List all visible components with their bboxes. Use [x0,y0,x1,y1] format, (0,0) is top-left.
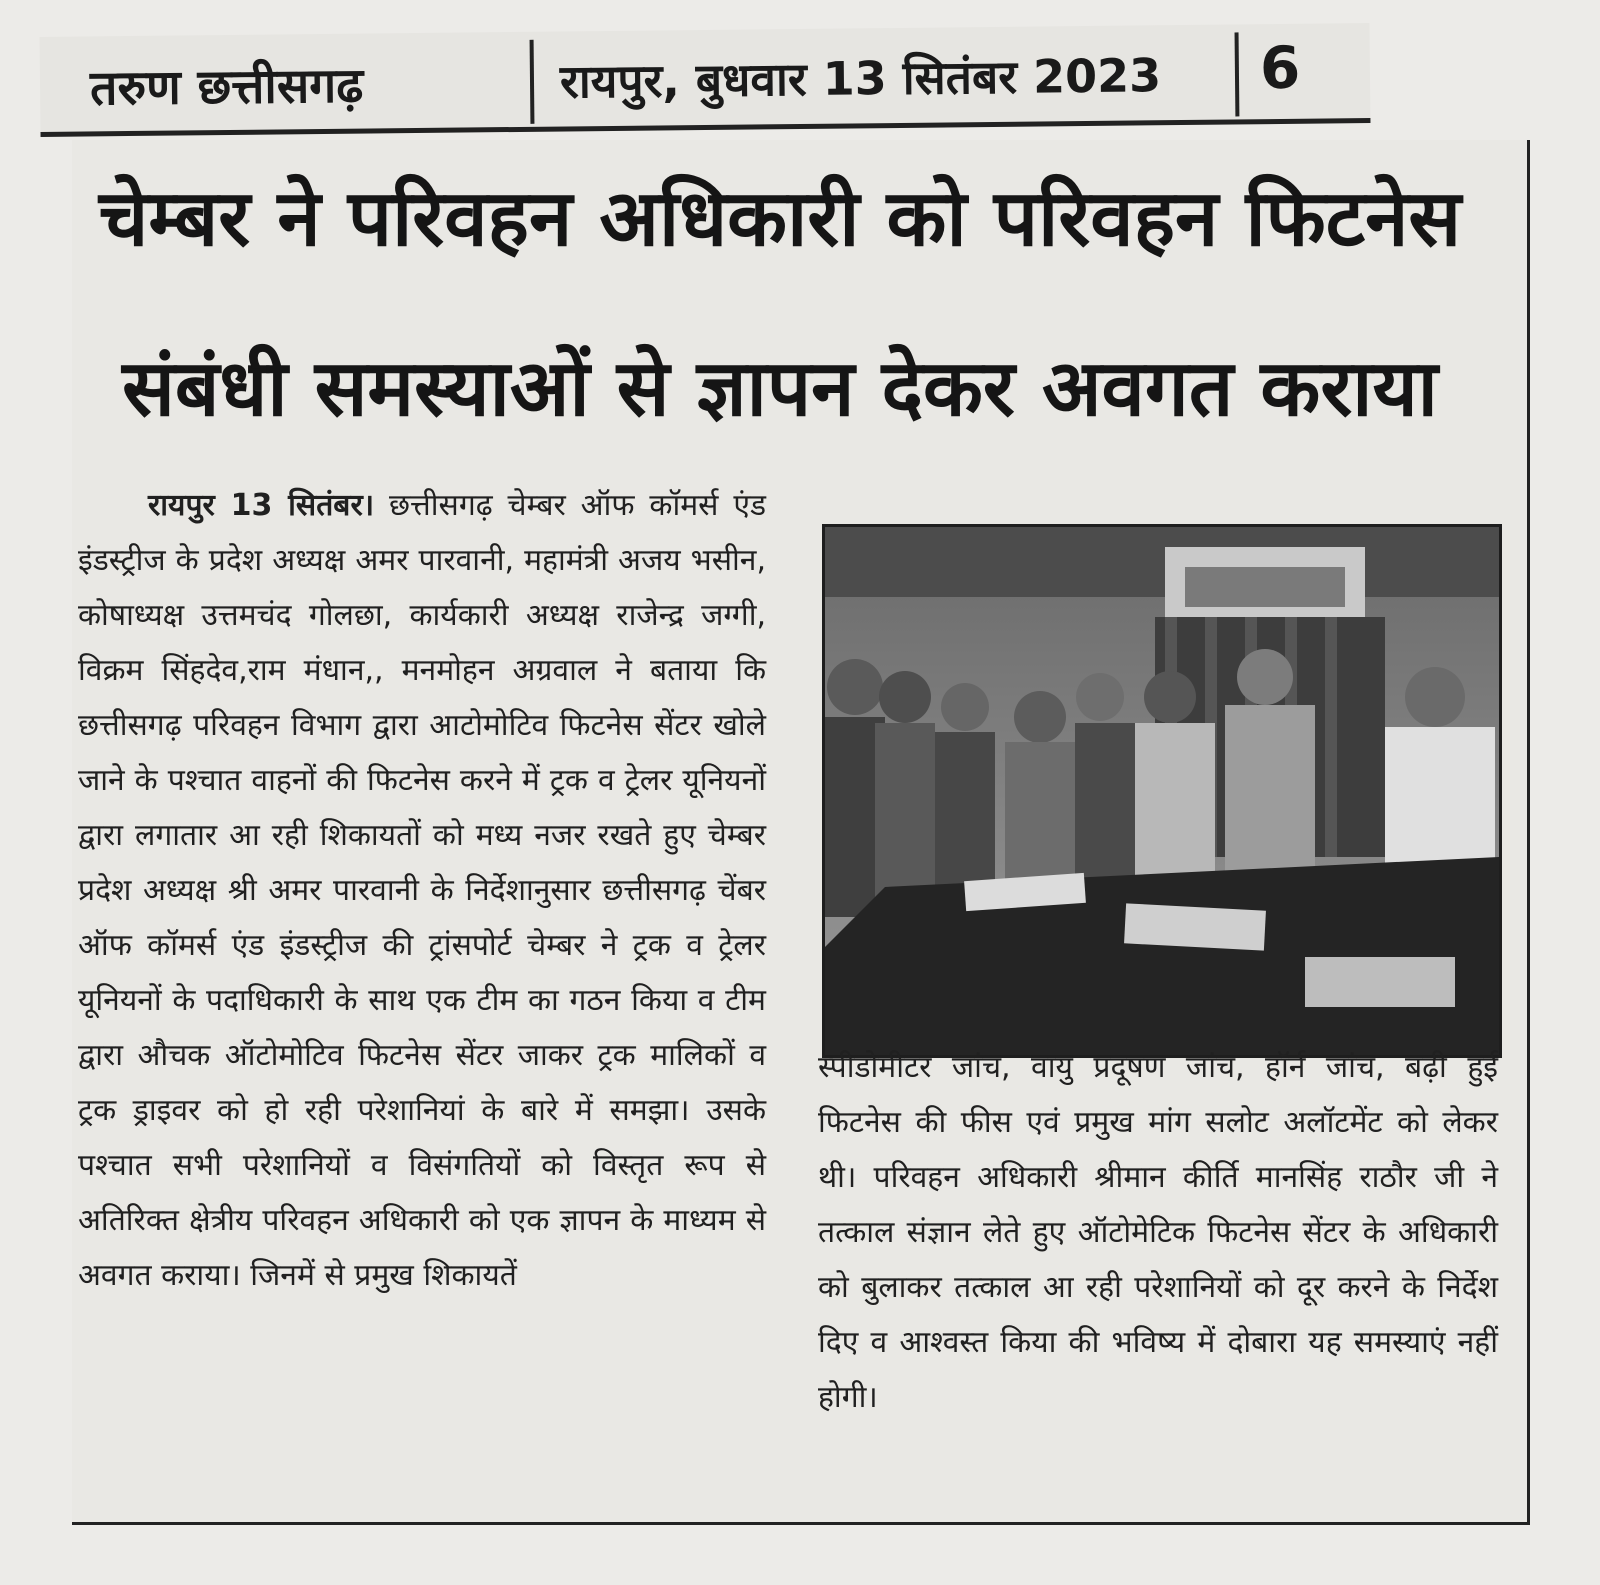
article-column-right: स्पीडोमीटर जांच, वायु प्रदूषण जांच, हॉर्न जांच, बढ़ी हुई फिटनेस की फीस एवं प्रमुख मांग सलोट अलॉटमेंट को लेकर थी। परिवहन अधिकारी श्रीमान कीर्ति मानसिंह राठौर जी ने तत्काल संज्ञान लेते हुए ऑटोमेटिक फिटनेस सेंटर के अधिकारी को बुलाकर तत्काल आ रही परेशानियों को दूर करने के निर्देश दिए व आश्वस्त किया की भविष्य में दोबारा यह समस्याएं नहीं होगी। [818,1050,1498,1415]
masthead-divider [1235,32,1240,116]
news-photo [822,524,1502,1058]
newspaper-name: तरुण छत्तीसगढ़ [89,57,364,117]
group-photo-icon [825,527,1499,1055]
masthead-dateline: रायपुर, बुधवार 13 सितंबर 2023 [559,48,1162,109]
article-dateline: रायपुर 13 सितंबर। [148,488,375,523]
article-column-left [78,478,766,1303]
masthead-divider [530,40,535,124]
headline-line-2: संबंधी समस्याओं से ज्ञापन देकर अवगत कराया [122,344,1438,434]
masthead [40,23,1371,137]
headline-line-1: चेम्बर ने परिवहन अधिकारी को परिवहन फिटनेस [98,174,1462,264]
article-body-left: छत्तीसगढ़ चेम्बर ऑफ कॉमर्स एंड इंडस्ट्रीज के प्रदेश अध्यक्ष अमर पारवानी, महामंत्री अजय भसीन, कोषाध्यक्ष उत्तमचंद गोलछा, कार्यकारी अध्यक्ष राजेन्द्र जग्गी, विक्रम सिंहदेव,राम मंधान,, मनमोहन अग्रवाल ने बताया कि छत्तीसगढ़ परिवहन विभाग द्वारा आटोमोटिव फिटनेस सेंटर खोले जाने के पश्चात वाहनों की फिटनेस करने में ट्रक व ट्रेलर यूनियनों द्वारा लगातार आ रही शिकायतों को मध्य नजर रखते हुए चेम्बर प्रदेश अध्यक्ष श्री अमर पारवानी के निर्देशानुसार छत्तीसगढ़ चेंबर ऑफ कॉमर्स एंड इंडस्ट्रीज की ट्रांसपोर्ट चेम्बर ने ट्रक व ट्रेलर यूनियनों के पदाधिकारी के साथ एक टीम का गठन किया व टीम द्वारा औचक ऑटोमोटिव फिटनेस सेंटर जाकर ट्रक मालिकों व ट्रक ड्राइवर को हो रही परेशानियां के बारे में समझा। उसके पश्चात सभी परेशानियों व विसंगतियों को विस्तृत रूप से अतिरिक्त क्षेत्रीय परिवहन अधिकारी को एक ज्ञापन के माध्यम से अवगत कराया। जिनमें से प्रमुख शिकायतें [78,488,767,1293]
page-number: 6 [1259,33,1301,103]
